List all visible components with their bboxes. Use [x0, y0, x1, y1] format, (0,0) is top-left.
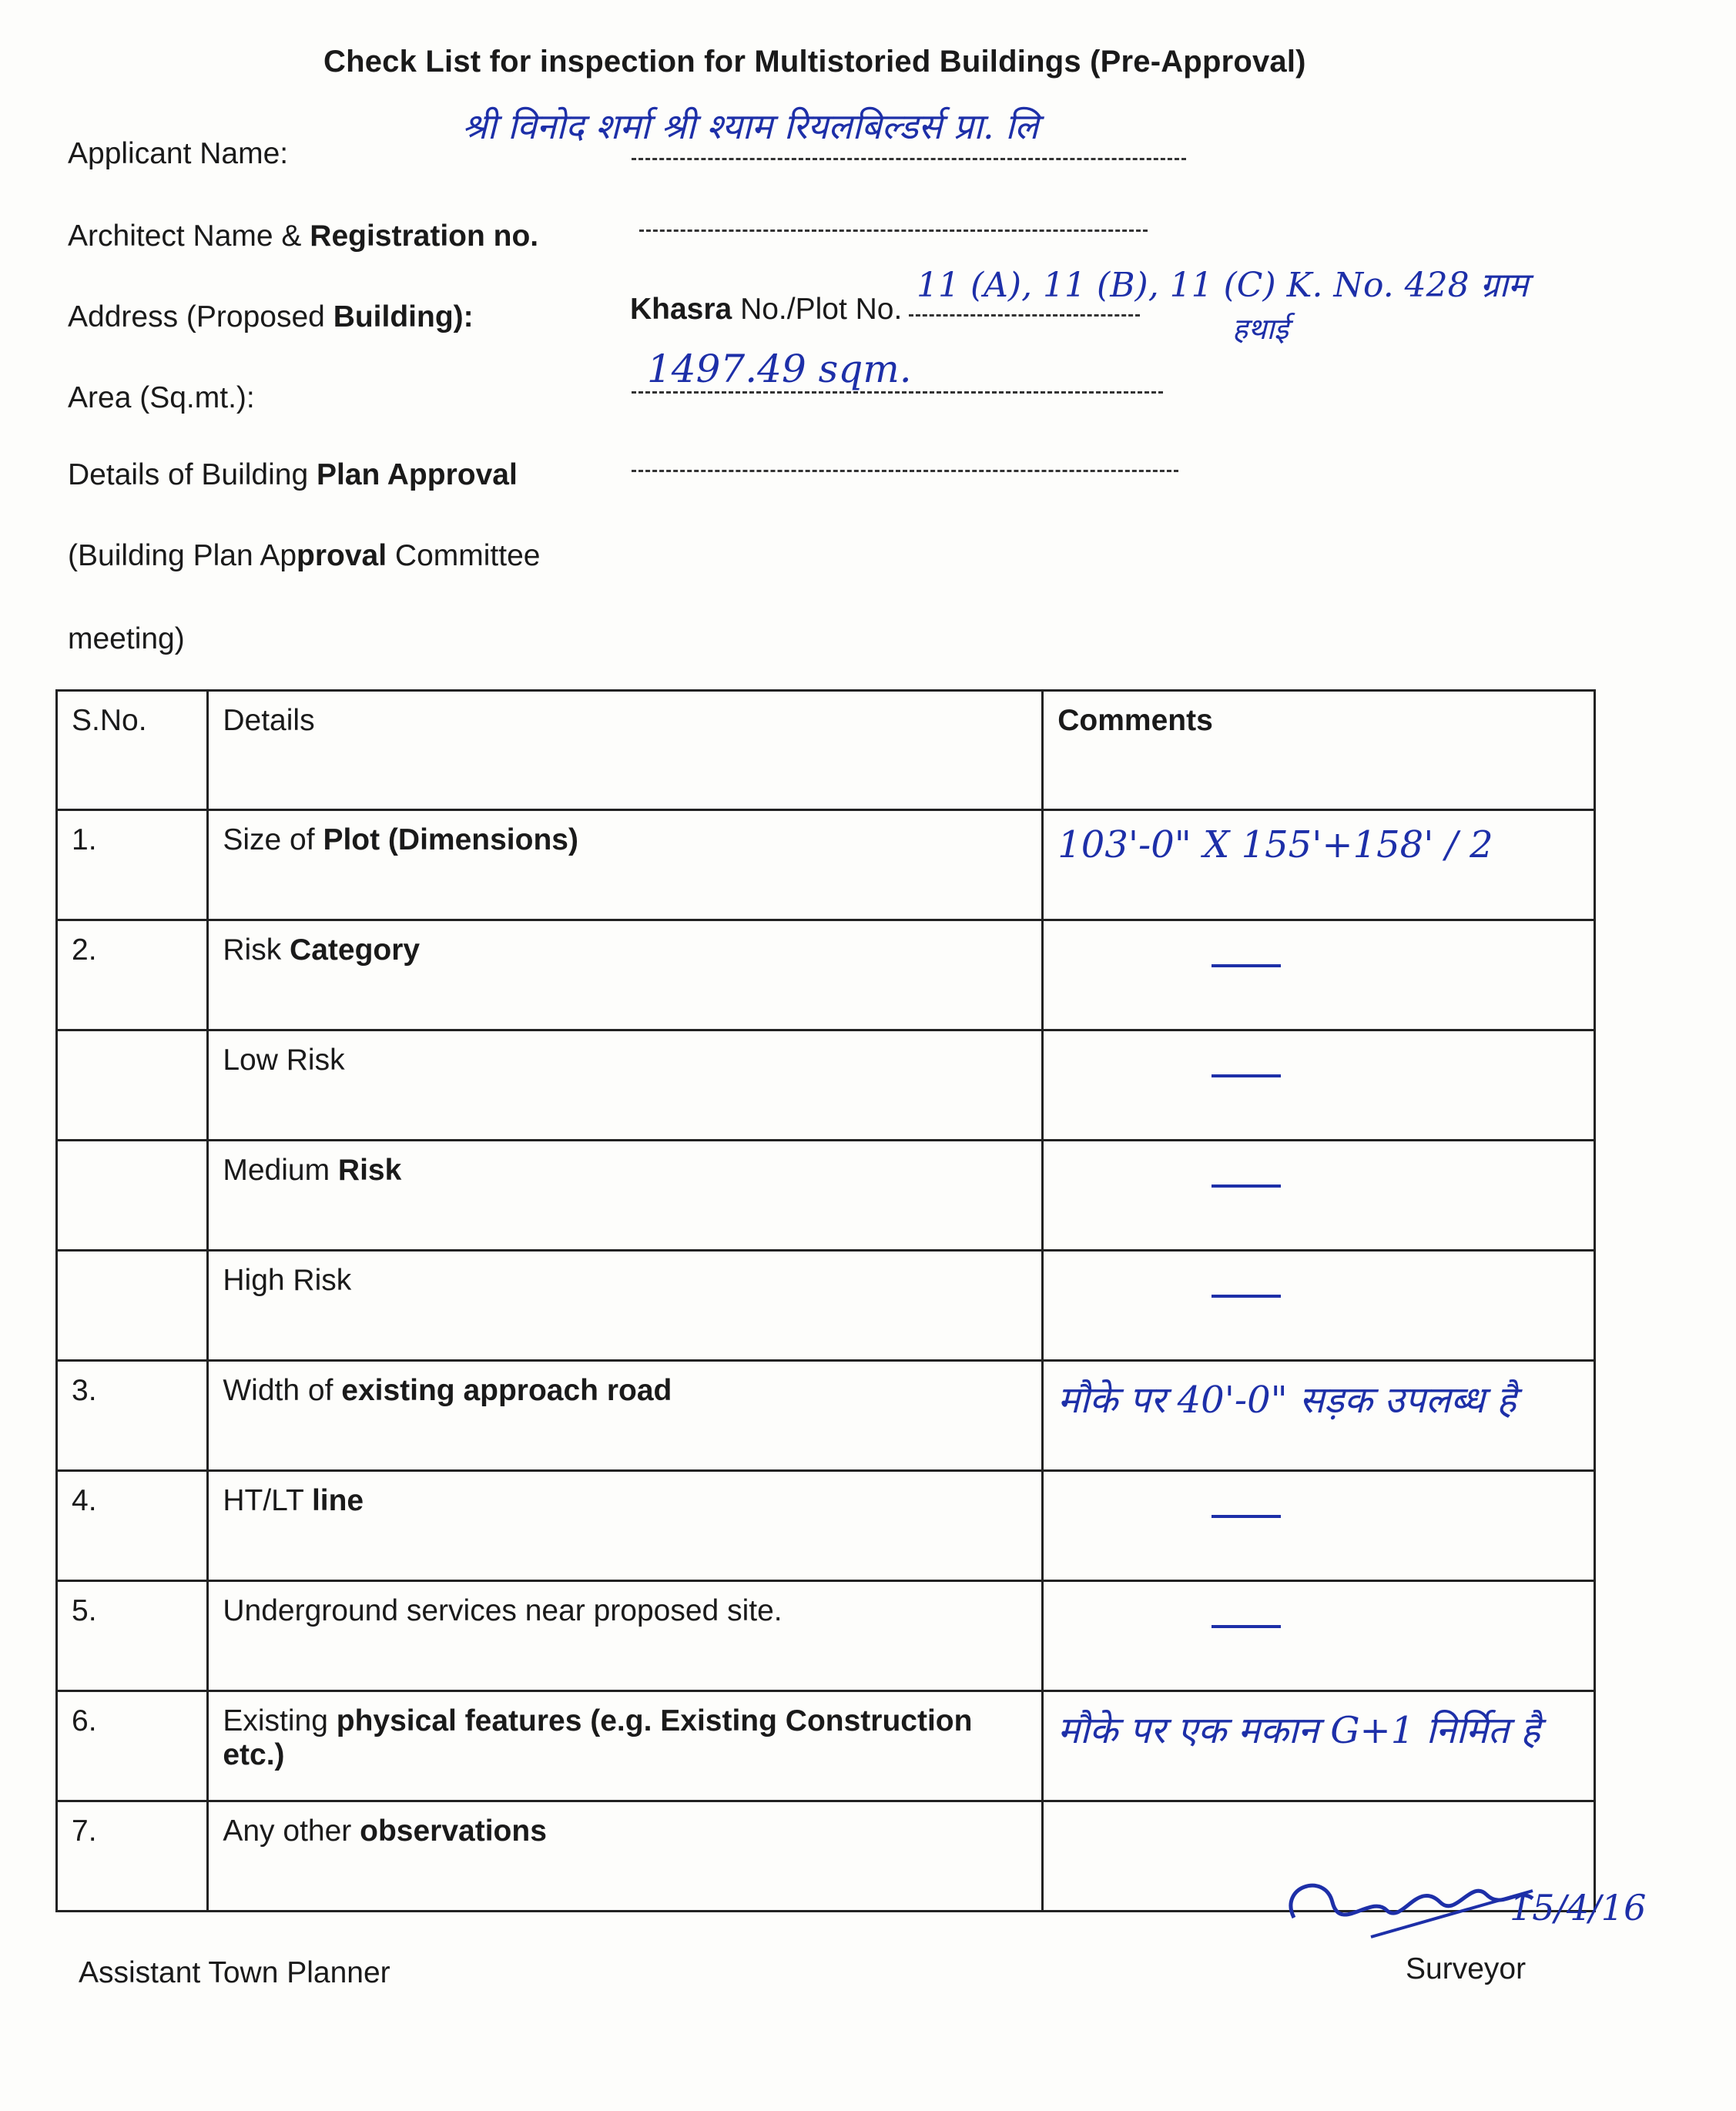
row-comment: [1043, 1581, 1595, 1691]
row-details-text: Size of: [223, 823, 323, 856]
table-header-row: [57, 691, 1595, 810]
plot-value-line2: हथाई: [1232, 312, 1289, 346]
row-details-text: Medium: [223, 1154, 338, 1187]
table-row: [57, 1471, 1595, 1581]
row-sno: 4.: [57, 1471, 208, 1581]
row-comment: [1043, 1141, 1595, 1251]
header-comments: Comments: [1043, 691, 1595, 810]
row-details-bold: Category: [290, 933, 421, 967]
row-details-text: Risk: [223, 933, 290, 967]
row-comment: [1043, 920, 1595, 1030]
applicant-label: Applicant Name:: [68, 137, 289, 170]
row-details-text: Underground services near proposed site.: [223, 1594, 783, 1627]
table-row: [57, 1581, 1595, 1691]
row-details: [208, 1251, 1043, 1361]
row-sno: 1.: [57, 810, 208, 920]
row-comment-handwriting: 103'-0" X 155'+158' / 2: [1057, 823, 1493, 866]
dash-mark: [1212, 1185, 1281, 1188]
row-details-text: Existing: [223, 1704, 337, 1737]
table-row: [57, 1361, 1595, 1471]
surveyor-signature: [1279, 1864, 1664, 1952]
row-comment-handwriting: मौके पर 40'-0" सड़क उपलब्ध है: [1057, 1379, 1516, 1422]
row-comment: [1043, 1471, 1595, 1581]
row-details-bold: line: [311, 1484, 364, 1517]
row-details: [208, 1801, 1043, 1912]
row-details-text: Any other: [223, 1814, 360, 1848]
row-details-text: High Risk: [223, 1264, 352, 1297]
dash-mark: [1212, 1074, 1281, 1077]
row-details-text: HT/LT: [223, 1484, 312, 1517]
row-comment-handwriting: [1057, 1185, 1580, 1188]
row-comment-handwriting: [1057, 1515, 1580, 1518]
table-row: [57, 1141, 1595, 1251]
area-label: Area (Sq.mt.):: [68, 381, 255, 414]
area-value: 1497.49 sqm.: [647, 347, 912, 391]
row-details: [208, 1691, 1043, 1801]
row-details: [208, 1471, 1043, 1581]
row-details-bold: observations: [360, 1814, 547, 1848]
checklist-table: [55, 689, 1596, 1912]
dash-mark: [1212, 964, 1281, 967]
row-comment-handwriting: मौके पर एक मकान G+1 निर्मित है: [1057, 1709, 1540, 1752]
row-details-text: Low Risk: [223, 1044, 345, 1077]
row-comment: [1043, 1251, 1595, 1361]
plot-line: [909, 314, 1140, 317]
row-details-bold: existing approach road: [341, 1374, 672, 1407]
row-sno: 3.: [57, 1361, 208, 1471]
row-sno: [57, 1251, 208, 1361]
row-comment-handwriting: [1057, 1295, 1580, 1298]
plot-value: 11 (A), 11 (B), 11 (C) K. No. 428 ग्राम: [917, 266, 1529, 305]
row-comment-handwriting: [1057, 1625, 1580, 1628]
plot-label: Khasra No./Plot No.: [630, 293, 903, 326]
row-sno: 6.: [57, 1691, 208, 1801]
applicant-line: [632, 158, 1186, 160]
plan-approval-label: Details of Building Plan Approval: [68, 458, 518, 491]
page-title: Check List for inspection for Multistoried Buildings (Pre-Approval): [323, 45, 1306, 79]
committee-label: (Building Plan Approval Committee: [68, 539, 541, 572]
header-details: Details: [208, 691, 1043, 810]
row-details-bold: Plot (Dimensions): [323, 823, 578, 856]
row-details-bold: physical features (e.g. Existing Construction etc.): [223, 1704, 973, 1771]
architect-line: [639, 230, 1148, 232]
row-details: [208, 810, 1043, 920]
row-comment-handwriting: [1057, 1074, 1580, 1077]
row-details: [208, 1030, 1043, 1141]
table-row: [57, 1691, 1595, 1801]
area-line: [632, 391, 1163, 394]
row-sno: [57, 1141, 208, 1251]
architect-label: Architect Name & Registration no.: [68, 219, 539, 253]
plan-approval-line: [632, 470, 1178, 472]
dash-mark: [1212, 1625, 1281, 1628]
row-comment-handwriting: [1057, 964, 1580, 967]
row-details-text: Width of: [223, 1374, 342, 1407]
row-details: [208, 1581, 1043, 1691]
row-sno: 7.: [57, 1801, 208, 1912]
surveyor-label: Surveyor: [1406, 1952, 1527, 1985]
row-sno: 5.: [57, 1581, 208, 1691]
dash-mark: [1212, 1295, 1281, 1298]
dash-mark: [1212, 1515, 1281, 1518]
row-sno: [57, 1030, 208, 1141]
applicant-value: श्री विनोद शर्मा श्री श्याम रियलबिल्डर्स प्रा. लि: [462, 106, 1039, 147]
header-sno: S.No.: [57, 691, 208, 810]
table-row: [57, 1251, 1595, 1361]
row-comment: [1043, 1361, 1595, 1471]
row-details-bold: Risk: [337, 1154, 402, 1187]
row-details: [208, 1361, 1043, 1471]
meeting-label: meeting): [68, 622, 185, 655]
row-comment: [1043, 1030, 1595, 1141]
row-details: [208, 920, 1043, 1030]
row-comment: [1043, 1691, 1595, 1801]
address-label: Address (Proposed Building):: [68, 300, 474, 333]
assistant-town-planner-label: Assistant Town Planner: [79, 1956, 390, 1989]
row-comment: [1043, 810, 1595, 920]
row-details: [208, 1141, 1043, 1251]
table-row: [57, 1030, 1595, 1141]
table-row: [57, 810, 1595, 920]
table-row: [57, 920, 1595, 1030]
signature-date: 15/4/16: [1510, 1887, 1647, 1928]
row-sno: 2.: [57, 920, 208, 1030]
